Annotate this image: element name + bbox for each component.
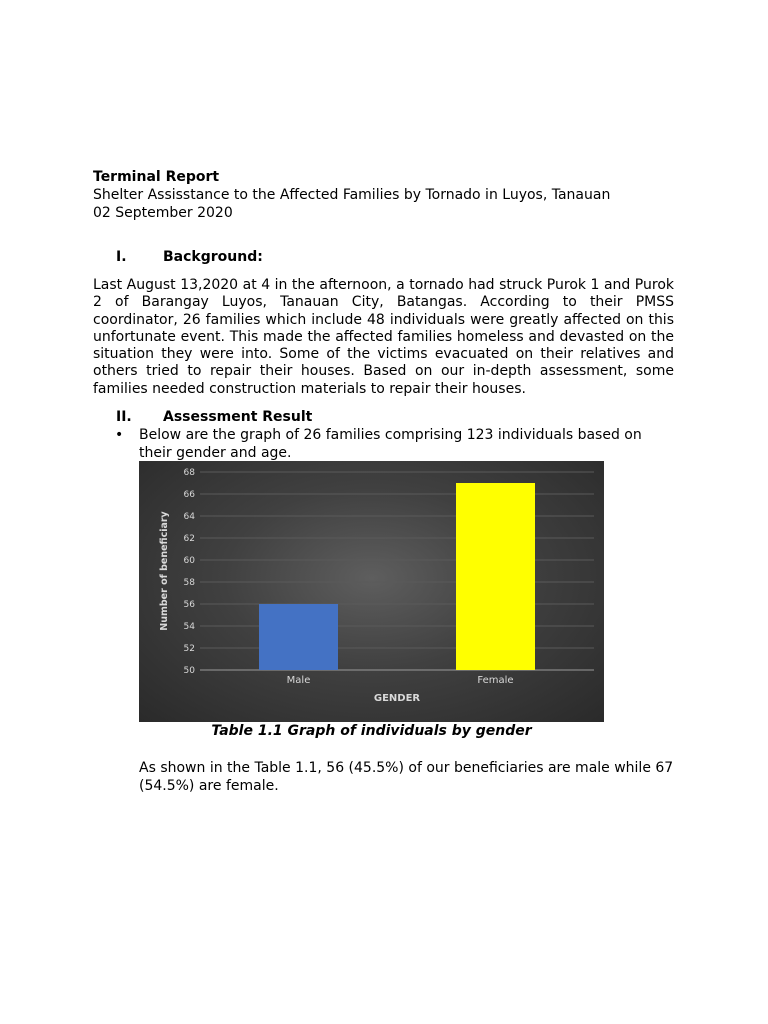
- y-tick-label: 54: [183, 622, 195, 632]
- result-paragraph: As shown in the Table 1.1, 56 (45.5%) of our beneficiaries are male while 67 (54.5%) are female.: [139, 760, 674, 794]
- y-tick-label: 68: [183, 468, 195, 478]
- y-tick-label: 62: [183, 534, 195, 544]
- chart-caption: Table 1.1 Graph of individuals by gender: [211, 723, 532, 739]
- bar-female: [456, 483, 535, 670]
- chart-svg: [139, 461, 604, 722]
- y-tick-label: 60: [183, 556, 195, 566]
- section-numeral-2: II.: [116, 409, 132, 425]
- bullet-marker: •: [115, 427, 124, 443]
- y-axis-title: Number of beneficiary: [159, 511, 170, 631]
- x-tick-label: Female: [477, 675, 514, 686]
- chart-bars: [259, 483, 535, 670]
- section-heading-background: Background:: [163, 249, 263, 265]
- report-date: 02 September 2020: [93, 205, 233, 221]
- y-tick-label: 56: [183, 600, 195, 610]
- section-numeral-1: I.: [116, 249, 127, 265]
- gender-chart: [139, 461, 604, 722]
- bullet-text: Below are the graph of 26 families comprising 123 individuals based on their gender and age.: [139, 427, 642, 461]
- x-tick-label: Male: [286, 675, 311, 686]
- y-tick-label: 66: [183, 490, 195, 500]
- y-tick-label: 58: [183, 578, 195, 588]
- report-subtitle: Shelter Assisstance to the Affected Families by Tornado in Luyos, Tanauan: [93, 187, 611, 203]
- report-title: Terminal Report: [93, 169, 220, 185]
- section-heading-assessment: Assessment Result: [163, 409, 313, 425]
- bar-male: [259, 604, 338, 670]
- x-axis-title: GENDER: [373, 693, 421, 704]
- y-tick-label: 52: [183, 644, 195, 654]
- y-tick-label: 50: [183, 666, 195, 676]
- background-paragraph: Last August 13,2020 at 4 in the afternoon, a tornado had struck Purok 1 and Purok 2 of Barangay Luyos, Tanauan City, Batangas. According to their PMSS coordinator, 26 families which include 48 individuals were greatly affected on this unfortunate event. This made the affected families homeless and devasted on the situation they were into. Some of the victims evacuated on their relatives and others tried to repair their houses. Based on our in-depth assessment, some families needed construction materials to repair their houses.: [93, 277, 674, 397]
- y-tick-label: 64: [183, 512, 195, 522]
